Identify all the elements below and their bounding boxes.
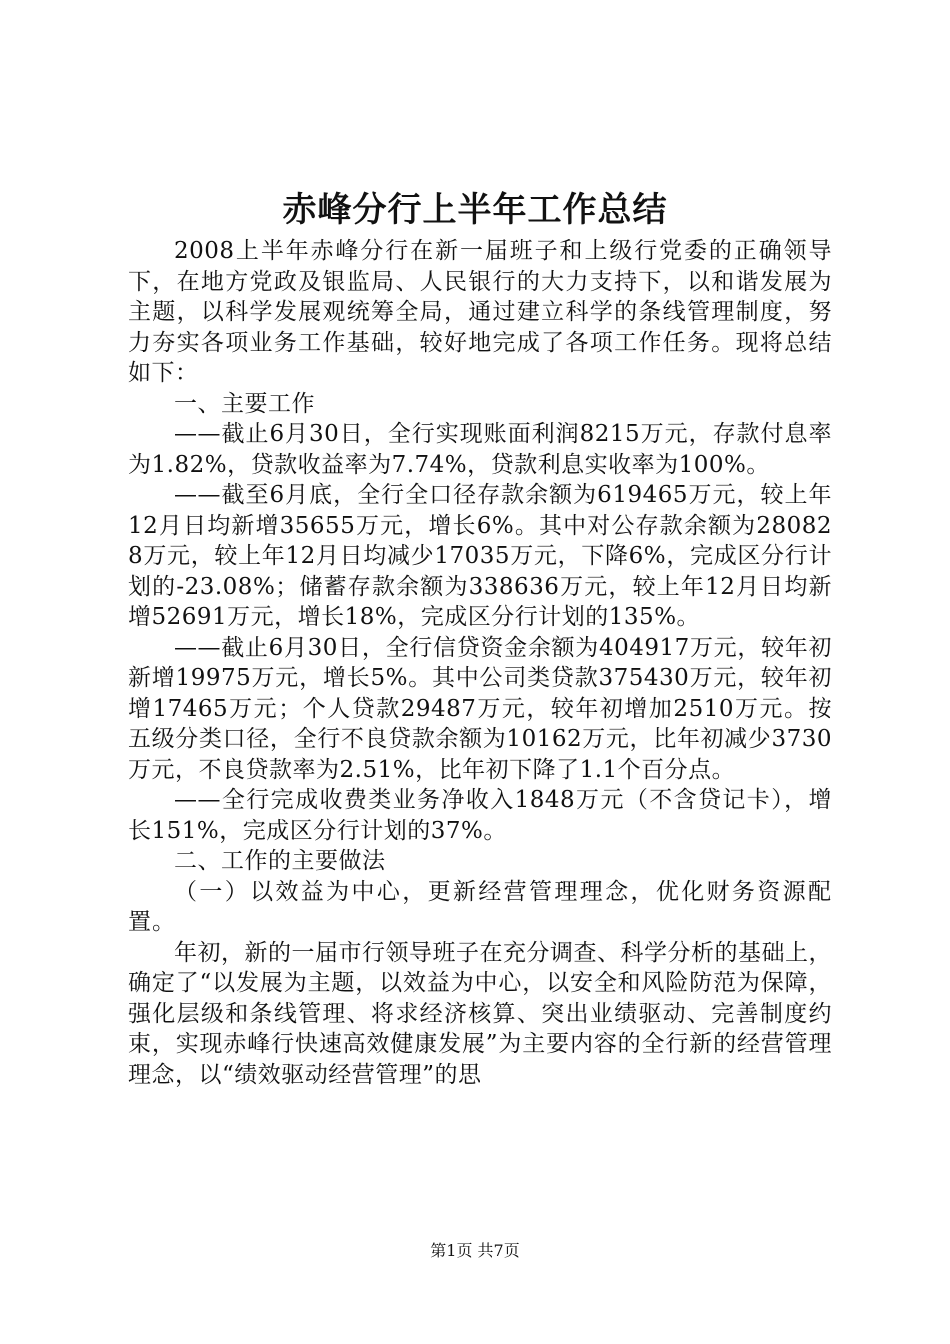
intro-paragraph: 2008上半年赤峰分行在新一届班子和上级行党委的正确领导下，在地方党政及银监局、人民银行的大力支持下，以和谐发展为主题，以科学发展观统筹全局，通过建立科学的条线管理制度，努力夯实各项业务工作基础，较好地完成了各项工作任务。现将总结如下： <box>128 238 832 386</box>
subsection-heading-efficiency: （一）以效益为中心，更新经营管理理念，优化财务资源配置。 <box>128 878 832 935</box>
bullet-fee-income: ——全行完成收费类业务净收入1848万元（不含贷记卡），增长151%，完成区分行计划的37%。 <box>128 787 832 844</box>
page-footer: 第1页 共7页 <box>430 1241 520 1260</box>
bullet-profit: ——截止6月30日，全行实现账面利润8215万元，存款付息率为1.82%，贷款收益率为7.74%，贷款利息实收率为100%。 <box>128 421 832 478</box>
document-body <box>128 236 832 1090</box>
document-title: 赤峰分行上半年工作总结 <box>282 190 668 230</box>
section-heading-main-work: 一、主要工作 <box>174 390 315 417</box>
section-heading-methods: 二、工作的主要做法 <box>174 848 386 874</box>
paragraph-management-philosophy: 年初，新的一届市行领导班子在充分调查、科学分析的基础上，确定了“以发展为主题，以效益为中心，以安全和风险防范为保障，强化层级和条线管理、将求经济核算、突出业绩驱动、完善制度约束，实现赤峰行快速高效健康发展”为主要内容的全行新的经营管理理念，以“绩效驱动经营管理”的思 <box>128 939 832 1088</box>
bullet-deposits: ——截至6月底，全行全口径存款余额为619465万元，较上年12月日均新增35655万元，增长6%。其中对公存款余额为280828万元，较上年12月日均减少17035万元，下降6%，完成区分行计划的-23.08%；储蓄存款余额为338636万元，较上年12月日均新增52691万元，增长18%，完成区分行计划的135%。 <box>128 482 832 630</box>
bullet-loans: ——截止6月30日，全行信贷资金余额为404917万元，较年初新增19975万元，增长5%。其中公司类贷款375430万元，较年初增17465万元；个人贷款29487万元，较年初增加2510万元。按五级分类口径，全行不良贷款余额为10162万元，比年初减少3730万元，不良贷款率为2.51%，比年初下降了1.1个百分点。 <box>128 634 832 783</box>
